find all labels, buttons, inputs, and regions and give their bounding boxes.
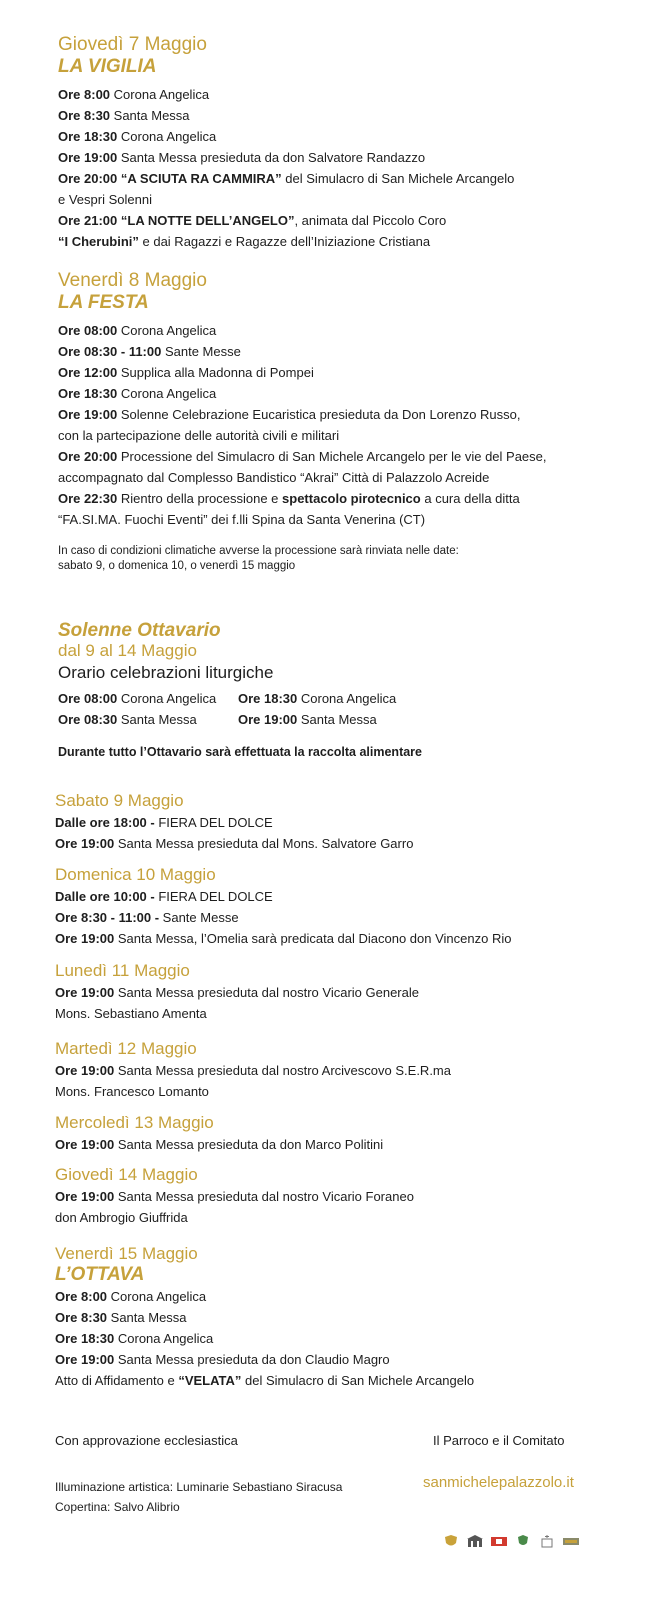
day-festa [58, 270, 547, 574]
schedule-line: Ore 08:00 Corona Angelica [58, 323, 217, 338]
schedule-line: Ore 19:00 Santa Messa presieduta da don Salvatore Randazzo [58, 150, 426, 165]
day-title: Lunedì 11 Maggio [55, 961, 190, 980]
lighting-credit: Illuminazione artistica: Luminarie Sebastiano Siracusa [55, 1480, 343, 1494]
food-drive-note: Durante tutto l’Ottavario sarà effettuata la raccolta alimentare [58, 745, 422, 759]
schedule-line: Ore 19:00 Santa Messa presieduta dal nostro Arcivescovo S.E.R.ma [55, 1063, 451, 1078]
schedule-line: accompagnato dal Complesso Bandistico “Akrai” Città di Palazzolo Acreide [58, 470, 490, 485]
association-icon [562, 1534, 580, 1548]
day-martedi [55, 1038, 451, 1102]
schedule-line: Dalle ore 10:00 - FIERA DEL DOLCE [55, 889, 273, 904]
schedule-line: Ore 20:00 Processione del Simulacro di San Michele Arcangelo per le vie del Paese, [58, 449, 547, 464]
weather-note: sabato 9, o domenica 10, o venerdì 15 maggio [58, 560, 296, 572]
day-subtitle: LA VIGILIA [58, 56, 157, 77]
schedule-line: Atto di Affidamento e “VELATA” del Simulacro di San Michele Arcangelo [55, 1373, 475, 1388]
schedule-line: Ore 08:30 - 11:00 Sante Messe [58, 344, 241, 359]
schedule-line: Ore 18:30 Corona Angelica [58, 129, 217, 144]
schedule-line: Ore 19:00 Solenne Celebrazione Eucaristica presieduta da Don Lorenzo Russo, [58, 407, 521, 422]
day-lunedi [55, 960, 419, 1024]
cover-credit: Copertina: Salvo Alibrio [55, 1500, 180, 1514]
day-domenica [55, 864, 511, 949]
approval-text: Con approvazione ecclesiastica [55, 1433, 238, 1448]
day-subtitle: LA FESTA [58, 292, 149, 313]
schedule-line: Ore 19:00 Santa Messa presieduta dal Mons. Salvatore Garro [55, 836, 414, 851]
day-title: Mercoledì 13 Maggio [55, 1113, 214, 1132]
schedule-line: Ore 8:00 Corona Angelica [58, 87, 210, 102]
schedule-line: Ore 19:00 Santa Messa, l’Omelia sarà predicata dal Diacono don Vincenzo Rio [55, 931, 512, 946]
schedule-line: e Vespri Solenni [58, 192, 152, 207]
schedule-line: Ore 18:30 Corona Angelica [58, 386, 217, 401]
day-ottava [55, 1244, 474, 1391]
day-sabato [55, 790, 413, 854]
octave-title: Solenne Ottavario [58, 620, 221, 641]
town-crest-icon [514, 1534, 532, 1548]
schedule-line: “FA.SI.MA. Fuochi Eventi” dei f.lli Spina da Santa Venerina (CT) [58, 512, 426, 527]
schedule-line: Mons. Francesco Lomanto [55, 1084, 209, 1099]
day-title: Giovedì 14 Maggio [55, 1165, 198, 1184]
day-title: Venerdì 15 Maggio [55, 1244, 198, 1263]
schedule-line: Ore 8:00 Corona Angelica [55, 1289, 207, 1304]
octave-section [58, 620, 422, 763]
building-icon [466, 1534, 484, 1548]
schedule-line: Ore 20:00 “A SCIUTA RA CAMMIRA” del Simulacro di San Michele Arcangelo [58, 171, 515, 186]
schedule-line: Ore 12:00 Supplica alla Madonna di Pompei [58, 365, 314, 380]
schedule-line: Ore 19:00 Santa Messa presieduta da don Marco Politini [55, 1137, 384, 1152]
schedule-line: con la partecipazione delle autorità civili e militari [58, 428, 340, 443]
schedule-line: Ore 22:30 Rientro della processione e spettacolo pirotecnico a cura della ditta [58, 491, 520, 506]
schedule-line: Ore 8:30 - 11:00 - Sante Messe [55, 910, 239, 925]
schedule-line: don Ambrogio Giuffrida [55, 1210, 188, 1225]
day-title: Giovedì 7 Maggio [58, 34, 207, 55]
day-title: Martedì 12 Maggio [55, 1039, 197, 1058]
schedule-line: Ore 21:00 “LA NOTTE DELL’ANGELO”, animata dal Piccolo Coro [58, 213, 447, 228]
schedule-line: Ore 18:30 Corona Angelica [55, 1331, 214, 1346]
schedule-line: Ore 19:00 Santa Messa presieduta da don Claudio Magro [55, 1352, 390, 1367]
day-title: Sabato 9 Maggio [55, 791, 184, 810]
weather-note: In caso di condizioni climatiche avverse la processione sarà rinviata nelle date: [58, 545, 459, 557]
flag-icon [490, 1534, 508, 1548]
schedule-title: Orario celebrazioni liturgiche [58, 663, 274, 682]
day-subtitle: L’OTTAVA [55, 1264, 145, 1285]
day-title: Venerdì 8 Maggio [58, 270, 207, 291]
schedule-line: Ore 19:00 Santa Messa [238, 712, 377, 727]
signature-text: Il Parroco e il Comitato [433, 1433, 565, 1448]
website-link[interactable]: sanmichelepalazzolo.it [423, 1474, 574, 1491]
octave-dates: dal 9 al 14 Maggio [58, 641, 197, 660]
schedule-line: Ore 08:30 Santa Messa [58, 712, 197, 727]
day-mercoledi [55, 1112, 383, 1155]
crest-icon [442, 1534, 460, 1548]
day-title: Domenica 10 Maggio [55, 865, 216, 884]
sponsor-logos [442, 1534, 580, 1548]
day-giovedi [55, 1164, 414, 1228]
schedule-line: Mons. Sebastiano Amenta [55, 1006, 207, 1021]
schedule-line: Ore 08:00 Corona Angelica [58, 691, 217, 706]
day-vigilia [58, 34, 514, 252]
church-icon [538, 1534, 556, 1548]
schedule-line: Ore 19:00 Santa Messa presieduta dal nostro Vicario Generale [55, 985, 419, 1000]
schedule-line: Ore 18:30 Corona Angelica [238, 691, 397, 706]
schedule-line: Ore 19:00 Santa Messa presieduta dal nostro Vicario Foraneo [55, 1189, 414, 1204]
schedule-line: Dalle ore 18:00 - FIERA DEL DOLCE [55, 815, 273, 830]
schedule-line: Ore 8:30 Santa Messa [58, 108, 190, 123]
schedule-line: Ore 8:30 Santa Messa [55, 1310, 187, 1325]
schedule-line: “I Cherubini” e dai Ragazzi e Ragazze dell’Iniziazione Cristiana [58, 234, 431, 249]
